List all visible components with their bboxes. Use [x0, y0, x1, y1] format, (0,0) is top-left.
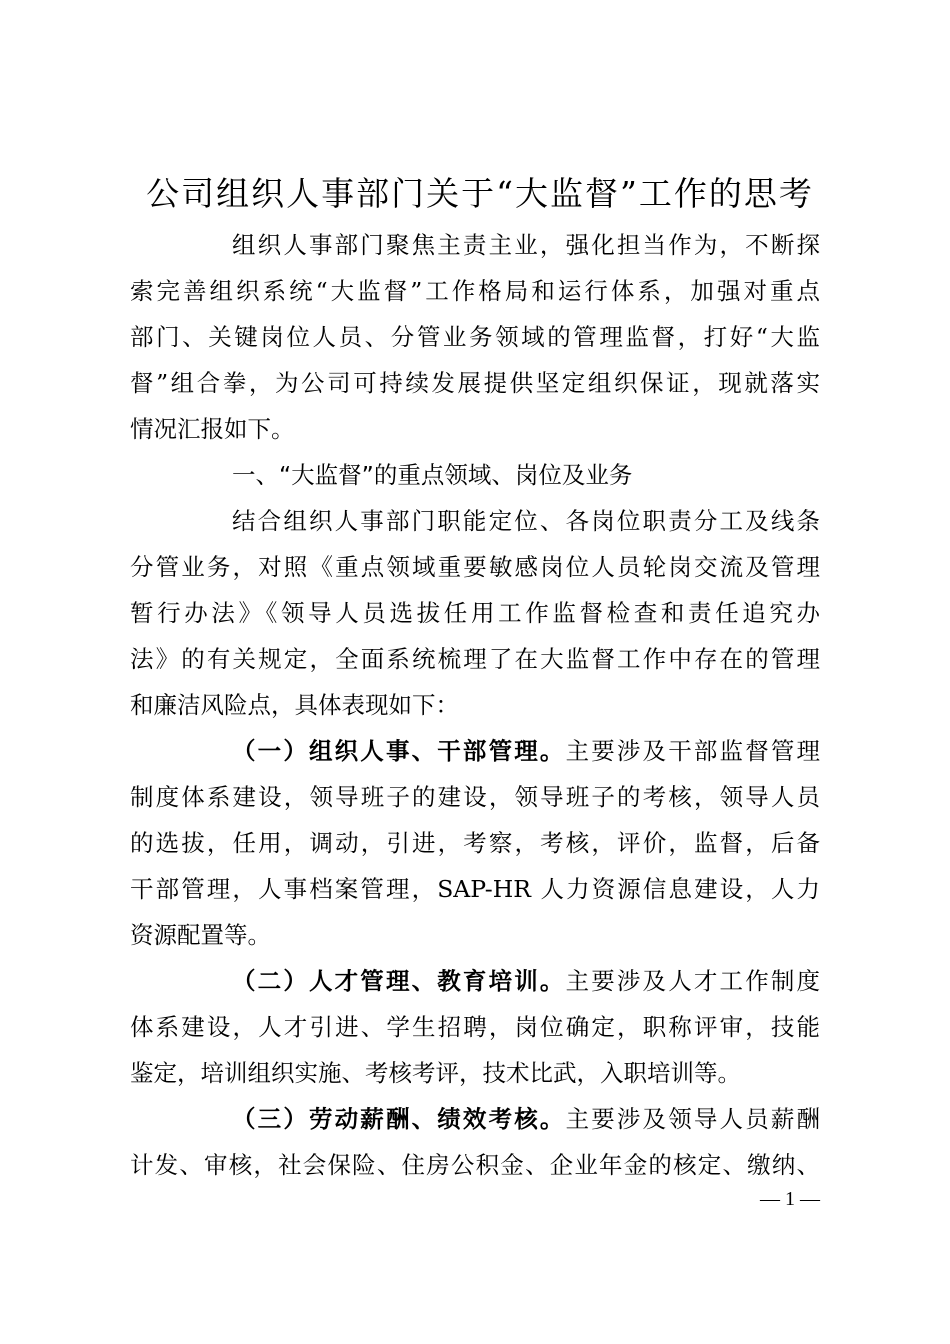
paragraph-line: 法》的有关规定，全面系统梳理了在大监督工作中存在的管理 — [130, 645, 820, 673]
paragraph-line: 分管业务，对照《重点领域重要敏感岗位人员轮岗交流及管理 — [130, 553, 820, 581]
document-title: 公司组织人事部门关于“大监督”工作的思考 — [146, 174, 814, 213]
paragraph-line: 和廉洁风险点，具体表现如下： — [130, 691, 459, 719]
page-number: — 1 — — [760, 1188, 820, 1210]
paragraph-line: 结合组织人事部门职能定位、各岗位职责分工及线条 — [232, 507, 820, 535]
paragraph-line: 干部管理，人事档案管理，SAP-HR 人力资源信息建设，人力 — [130, 875, 820, 903]
paragraph-line: 索完善组织系统“大监督”工作格局和运行体系，加强对重点 — [130, 277, 820, 305]
item-label: （一）组织人事、干部管理。 — [232, 737, 566, 765]
paragraph-line: 鉴定，培训组织实施、考核考评，技术比武，入职培训等。 — [130, 1059, 741, 1087]
item-label: （二）人才管理、教育培训。 — [232, 967, 566, 995]
item-text: 主要涉及领导人员薪酬 — [565, 1105, 821, 1133]
paragraph-line: 督”组合拳，为公司可持续发展提供坚定组织保证，现就落实 — [130, 369, 820, 397]
paragraph-line: 制度体系建设，领导班子的建设，领导班子的考核，领导人员 — [130, 783, 820, 811]
paragraph-line: 计发、审核，社会保险、住房公积金、企业年金的核定、缴纳、 — [130, 1151, 820, 1179]
paragraph-line: 的选拔，任用，调动，引进，考察，考核，评价，监督，后备 — [130, 829, 820, 857]
item-text: 主要涉及干部监督管理 — [565, 737, 821, 765]
paragraph-line: 部门、关键岗位人员、分管业务领域的管理监督，打好“大监 — [130, 323, 820, 351]
item-text: 主要涉及人才工作制度 — [565, 967, 821, 995]
item-first-line — [232, 728, 820, 774]
item-first-line — [232, 958, 820, 1004]
paragraph-line: 资源配置等。 — [130, 921, 271, 949]
item-label: （三）劳动薪酬、绩效考核。 — [232, 1105, 566, 1133]
paragraph-line: 情况汇报如下。 — [130, 415, 295, 443]
paragraph-line: 组织人事部门聚焦主责主业，强化担当作为，不断探 — [232, 231, 820, 259]
item-first-line — [232, 1096, 820, 1142]
paragraph-line: 体系建设，人才引进、学生招聘，岗位确定，职称评审，技能 — [130, 1013, 820, 1041]
paragraph-line: 暂行办法》《领导人员选拔任用工作监督检查和责任追究办 — [130, 599, 820, 627]
section-heading: 一、“大监督”的重点领域、岗位及业务 — [232, 461, 633, 489]
